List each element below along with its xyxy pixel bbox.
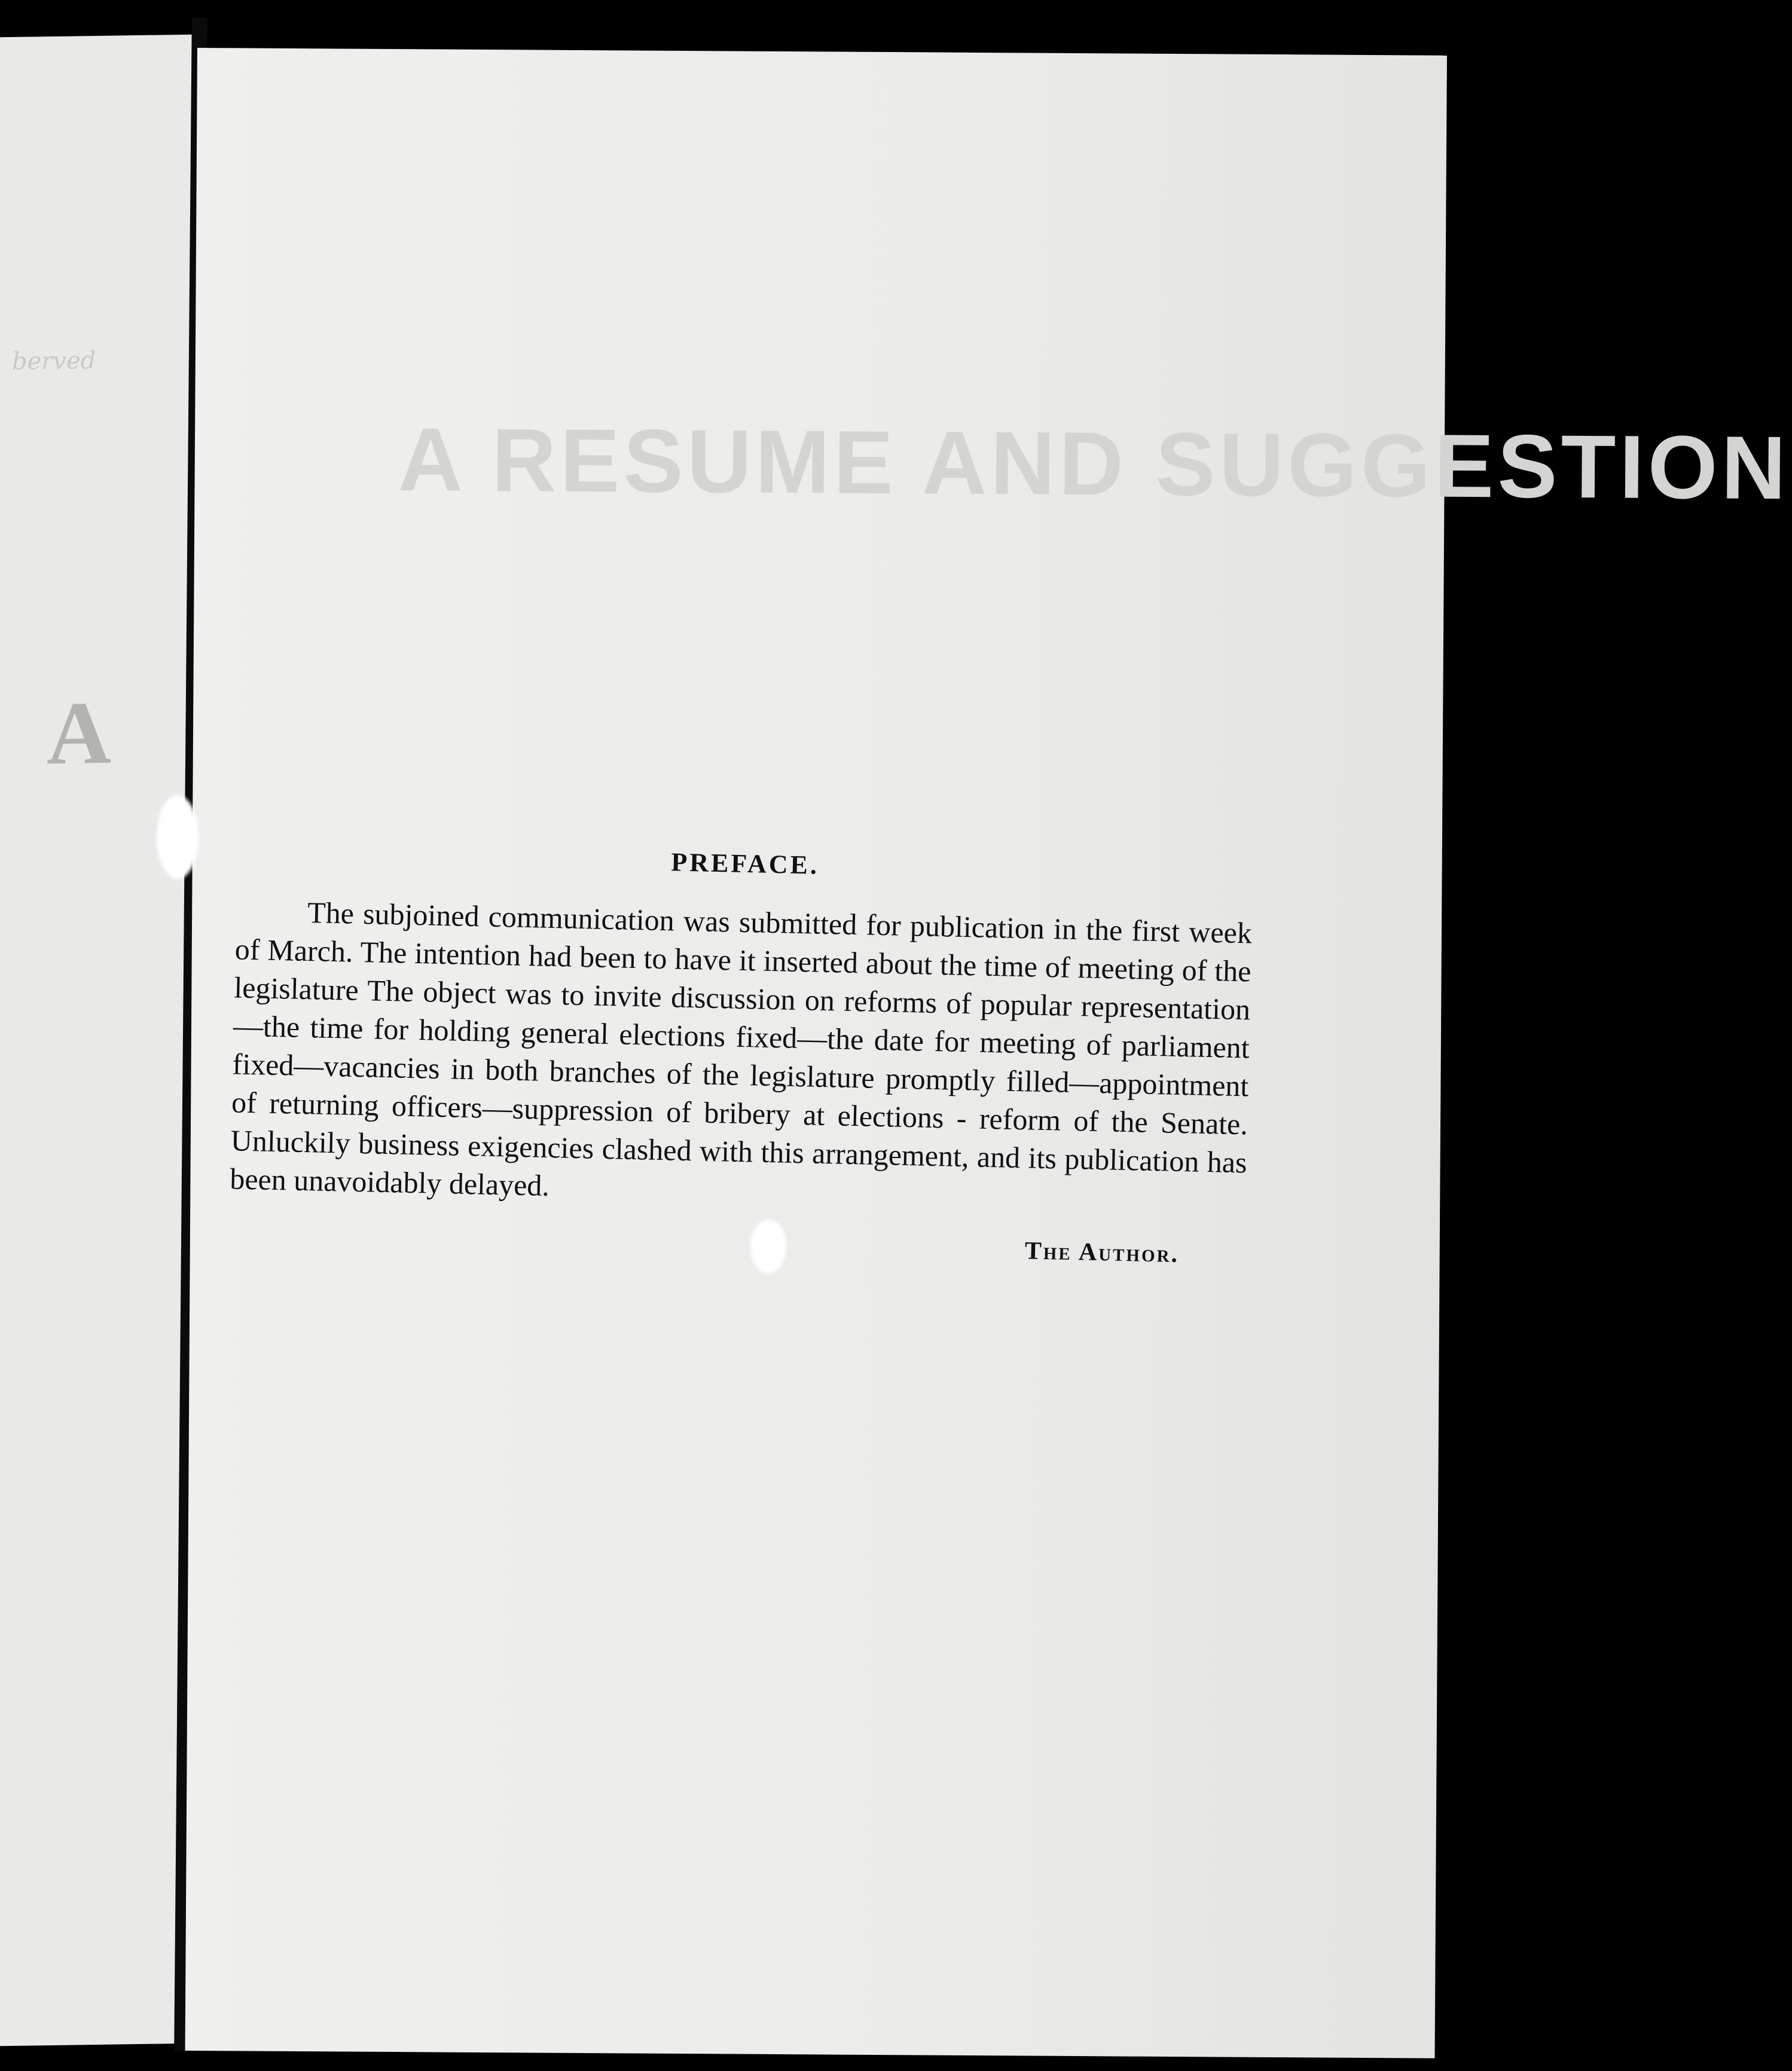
paper-damage-spot xyxy=(157,795,199,879)
paper-damage-spot xyxy=(750,1220,786,1273)
facing-page-ghost-letter: A xyxy=(47,683,112,784)
bleed-through-heading: A RESUME AND SUGGESTION xyxy=(398,409,1790,518)
preface-body: The subjoined communication was submitted for publication in the first week of March. The intention had been to have it inserted about the time of meeting of the legislature The object was to invite discussion on reforms of popular representation—the time for holding general elections fixed—the date for meeting of parliament fixed—vacancies in both branches of the legislature promptly filled—appointment of returning officers—suppression of bribery at elections - reform of the Senate. Unluckily business exigencies clashed with this arrangement, and its publication has been unavoidably delayed. xyxy=(229,896,1253,1202)
facing-page xyxy=(0,35,193,2046)
facing-page-ghost-word: berved xyxy=(12,347,96,375)
preface-section xyxy=(228,837,1254,1270)
author-signature: The Author. xyxy=(1024,1237,1180,1268)
main-page xyxy=(185,48,1790,2058)
preface-title: PREFACE. xyxy=(670,847,820,880)
